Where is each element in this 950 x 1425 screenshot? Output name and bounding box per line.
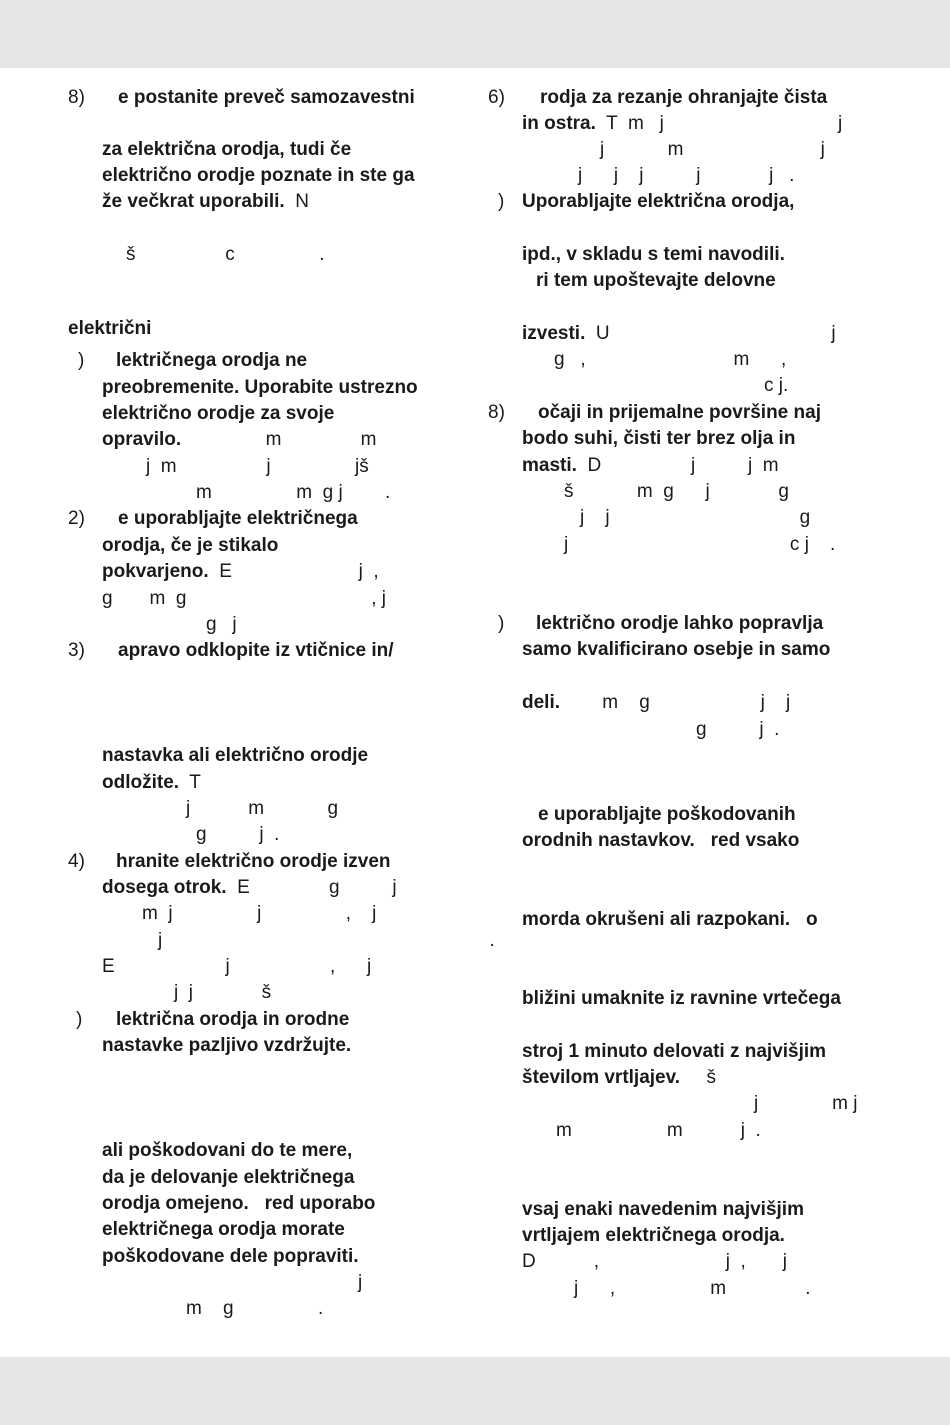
left-column-text-line: [102, 586, 386, 612]
left-column-text-line: [116, 849, 391, 875]
left-column-item-number: ): [78, 350, 85, 371]
right-column-text-line: [522, 1039, 826, 1065]
left-column-text-line: [186, 1296, 323, 1322]
bold-text: nastavke pazljivo vzdržujte.: [102, 1035, 352, 1056]
left-column-text-line: [196, 822, 279, 848]
left-column-text-line: [116, 348, 307, 374]
bold-text: orodja, če je stikalo: [102, 535, 279, 556]
left-column-item-number: 2): [68, 508, 85, 529]
bold-text: lektričnega orodja ne: [116, 350, 308, 371]
left-column-text-line: [102, 427, 377, 453]
right-column-item-number: 8): [488, 402, 505, 423]
right-column-text-line: [696, 717, 779, 743]
right-column-text-line: [522, 453, 779, 479]
left-column-text-line: [102, 189, 309, 215]
regular-text: c j.: [764, 375, 789, 396]
left-column-text-line: [102, 1138, 352, 1164]
right-column-text-line: [540, 85, 827, 111]
bold-text: stroj 1 minuto delovati z najvišjim: [522, 1041, 827, 1062]
left-column-text-line: [102, 1217, 345, 1243]
bold-text: e uporabljajte poškodovanih: [538, 804, 796, 825]
left-column-item-number: 4): [68, 851, 85, 872]
regular-text: m m g j .: [196, 482, 391, 503]
regular-text: T: [179, 772, 201, 793]
right-column-text-line: [536, 611, 823, 637]
left-column-text-line: [102, 163, 415, 189]
regular-text: E j ,: [208, 561, 379, 582]
bold-text: nastavka ali električno orodje: [102, 745, 369, 766]
left-column-text-line: [206, 612, 237, 638]
right-column-text-line: [536, 268, 776, 294]
bold-text: že večkrat uporabili.: [102, 191, 285, 212]
left-column-text-line: [102, 1165, 354, 1191]
regular-text: j j g: [580, 507, 811, 528]
left-column-item-number: 8): [68, 87, 85, 108]
right-column-text-line: [522, 986, 841, 1012]
right-column-text-line: [522, 1249, 787, 1275]
left-column-text-line: [358, 1270, 362, 1296]
regular-text: j .: [158, 930, 495, 951]
left-column-text-line: [102, 1244, 359, 1270]
right-column-text-line: [578, 163, 794, 189]
bold-text: bodo suhi, čisti ter brez olja in: [522, 428, 796, 449]
left-column-text-line: [102, 875, 397, 901]
bold-text: Uporabljajte električna orodja,: [522, 191, 795, 212]
regular-text: j j š: [174, 982, 272, 1003]
bold-text: preobremenite. Uporabite ustrezno: [102, 377, 418, 398]
bold-text: vrtljajem električnega orodja.: [522, 1225, 785, 1246]
regular-text: š: [680, 1067, 716, 1088]
bold-text: za električna orodja, tudi če: [102, 139, 352, 160]
left-column-text-line: [68, 316, 151, 342]
left-column-text-line: [118, 638, 394, 664]
bold-text: bližini umaknite iz ravnine vrtečega: [522, 988, 841, 1009]
left-column-text-line: [102, 1033, 351, 1059]
regular-text: š c .: [126, 244, 325, 265]
left-column-text-line: [102, 375, 418, 401]
left-column-text-line: [118, 85, 415, 111]
regular-text: m g j j: [560, 692, 791, 713]
regular-text: N: [284, 191, 309, 212]
bold-text: električni: [68, 318, 152, 339]
bold-text: e postanite preveč samozavestni: [118, 87, 415, 108]
left-column-text-line: [102, 954, 371, 980]
bold-text: očaji in prijemalne površine naj: [538, 402, 821, 423]
left-column-text-line: [174, 980, 271, 1006]
regular-text: T m j j: [595, 113, 843, 134]
right-column-text-line: [522, 111, 842, 137]
bold-text: ri tem upoštevajte delovne: [536, 270, 776, 291]
bold-text: hranite električno orodje izven: [116, 851, 391, 872]
regular-text: j: [358, 1272, 363, 1293]
right-column-text-line: [764, 373, 788, 399]
regular-text: g j .: [696, 719, 780, 740]
right-column-text-line: [574, 1276, 810, 1302]
bold-text: odložite.: [102, 772, 180, 793]
regular-text: D , j , j: [522, 1251, 787, 1272]
left-column-text-line: [116, 1007, 349, 1033]
regular-text: g j .: [196, 824, 280, 845]
bold-text: lektrična orodja in orodne: [116, 1009, 350, 1030]
bold-text: rodja za rezanje ohranjajte čista: [540, 87, 828, 108]
left-column-item-number: ): [76, 1009, 83, 1030]
left-column-text-line: [102, 137, 351, 163]
bold-text: električno orodje poznate in ste ga: [102, 165, 415, 186]
regular-text: j m j jš: [146, 456, 369, 477]
regular-text: j m j: [754, 1093, 858, 1114]
regular-text: j j j j j .: [578, 165, 795, 186]
regular-text: j m g: [186, 798, 339, 819]
bold-text: deli.: [522, 692, 561, 713]
right-column-item-number: ): [498, 191, 505, 212]
left-column-item-number: 3): [68, 640, 85, 661]
right-column-text-line: [564, 532, 835, 558]
right-column-text-line: [522, 1065, 716, 1091]
right-column-text-line: [600, 137, 825, 163]
left-column-text-line: [118, 506, 358, 532]
bold-text: vsaj enaki navedenim najvišjim: [522, 1199, 804, 1220]
bold-text: orodnih nastavkov. red vsako: [522, 830, 800, 851]
left-column-text-line: [196, 480, 390, 506]
regular-text: E j , j: [102, 956, 372, 977]
right-column-text-line: [522, 1197, 804, 1223]
left-column-text-line: [102, 533, 278, 559]
bold-text: masti.: [522, 455, 577, 476]
bold-text: orodja omejeno. red uporabo: [102, 1193, 376, 1214]
bold-text: apravo odklopite iz vtičnice in/: [118, 640, 394, 661]
right-column-text-line: [580, 505, 810, 531]
bold-text: morda okrušeni ali razpokani. o: [522, 909, 818, 930]
right-column-item-number: 6): [488, 87, 505, 108]
left-column-text-line: [102, 743, 368, 769]
bold-text: samo kvalificirano osebje in samo: [522, 639, 831, 660]
left-column-text-line: [146, 454, 369, 480]
bold-text: da je delovanje električnega: [102, 1167, 355, 1188]
regular-text: m m j .: [556, 1120, 761, 1141]
right-column-item-number: ): [498, 613, 505, 634]
regular-text: j m j: [600, 139, 825, 160]
right-column-text-line: [522, 189, 794, 215]
right-column-text-line: [522, 907, 818, 933]
regular-text: g j: [206, 614, 237, 635]
regular-text: E g j: [226, 877, 397, 898]
left-column-text-line: [102, 1191, 375, 1217]
right-column-text-line: [522, 828, 799, 854]
left-column-text-line: [102, 401, 334, 427]
regular-text: g , m ,: [554, 349, 787, 370]
right-column-text-line: [554, 347, 786, 373]
regular-text: j c j .: [564, 534, 836, 555]
left-column-text-line: [158, 928, 495, 954]
regular-text: g m g , j: [102, 588, 387, 609]
regular-text: m j j , j: [142, 903, 377, 924]
bold-text: poškodovane dele popraviti.: [102, 1246, 359, 1267]
bold-text: ipd., v skladu s temi navodili.: [522, 244, 785, 265]
regular-text: m m: [181, 429, 377, 450]
regular-text: š m g j g: [564, 481, 789, 502]
bold-text: opravilo.: [102, 429, 182, 450]
right-column-text-line: [522, 1223, 785, 1249]
bold-text: in ostra.: [522, 113, 596, 134]
left-column-text-line: [142, 901, 376, 927]
left-column-text-line: [186, 796, 338, 822]
bold-text: lektrično orodje lahko popravlja: [536, 613, 824, 634]
regular-text: j , m .: [574, 1278, 811, 1299]
right-column-text-line: [522, 242, 785, 268]
bold-text: e uporabljajte električnega: [118, 508, 358, 529]
bold-text: izvesti.: [522, 323, 586, 344]
left-column-text-line: [102, 559, 379, 585]
right-column-text-line: [564, 479, 789, 505]
right-column-text-line: [522, 637, 830, 663]
left-column-text-line: [126, 242, 324, 268]
right-column-text-line: [754, 1091, 857, 1117]
regular-text: D j j m: [576, 455, 779, 476]
bold-text: ali poškodovani do te mere,: [102, 1140, 353, 1161]
right-column-text-line: [522, 690, 790, 716]
bold-text: električno orodje za svoje: [102, 403, 335, 424]
bold-text: dosega otrok.: [102, 877, 227, 898]
bold-text: električnega orodja morate: [102, 1219, 345, 1240]
right-column-text-line: [556, 1118, 761, 1144]
right-column-text-line: [538, 400, 821, 426]
right-column-text-line: [522, 426, 795, 452]
bold-text: pokvarjeno.: [102, 561, 209, 582]
regular-text: U j: [585, 323, 836, 344]
right-column-text-line: [522, 321, 836, 347]
right-column-text-line: [538, 802, 796, 828]
bold-text: številom vrtljajev.: [522, 1067, 681, 1088]
left-column-text-line: [102, 770, 201, 796]
regular-text: m g .: [186, 1298, 324, 1319]
